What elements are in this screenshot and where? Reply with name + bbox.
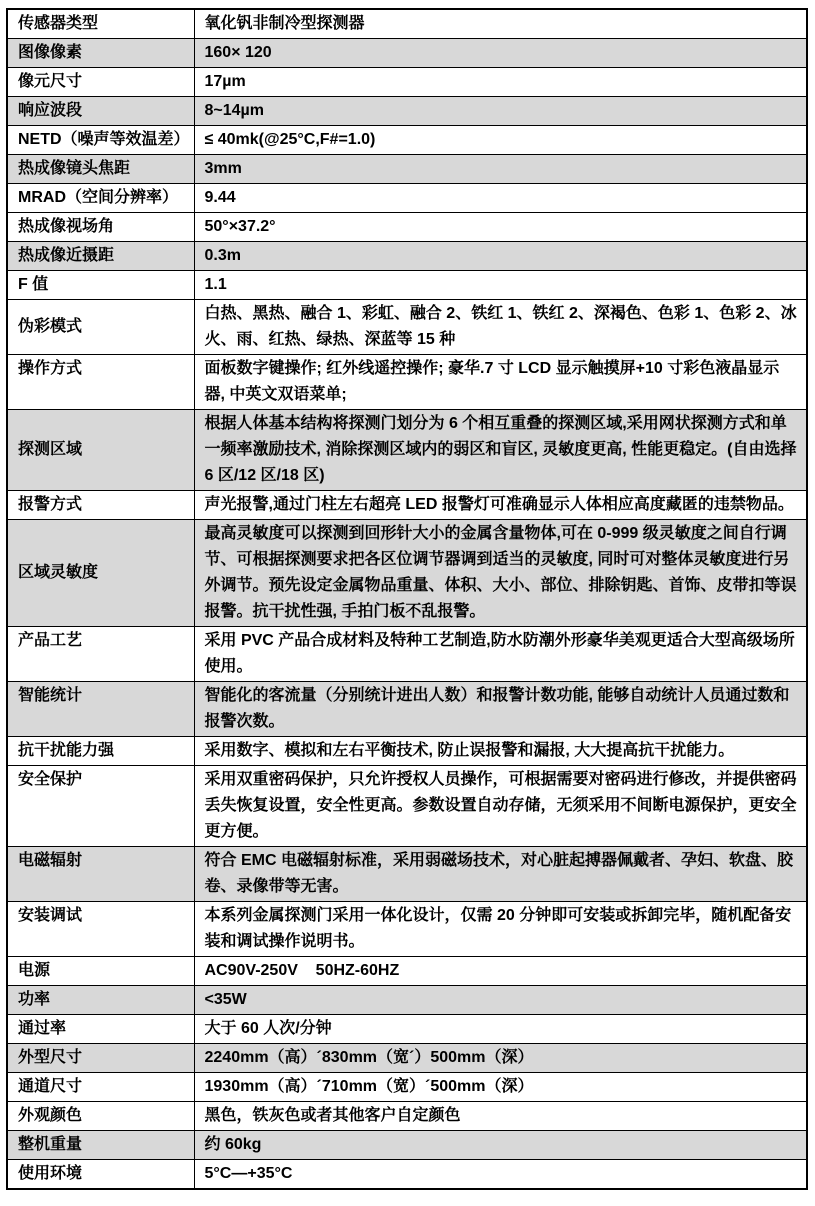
spec-value: 3mm (194, 155, 807, 184)
spec-value: 8~14µm (194, 97, 807, 126)
spec-label: 通道尺寸 (7, 1073, 194, 1102)
spec-label: 伪彩模式 (7, 300, 194, 355)
spec-label: 功率 (7, 986, 194, 1015)
table-row (7, 1102, 807, 1131)
table-row (7, 1160, 807, 1190)
spec-value: 约 60kg (194, 1131, 807, 1160)
table-row (7, 491, 807, 520)
table-row (7, 520, 807, 627)
spec-value: 采用 PVC 产品合成材料及特种工艺制造,防水防潮外形豪华美观更适合大型高级场所使用。 (194, 627, 807, 682)
spec-value: 0.3m (194, 242, 807, 271)
spec-label: 图像像素 (7, 39, 194, 68)
spec-label: 使用环境 (7, 1160, 194, 1190)
spec-value: 白热、黑热、融合 1、彩虹、融合 2、铁红 1、铁红 2、深褐色、色彩 1、色彩 2、冰火、雨、红热、绿热、深蓝等 15 种 (194, 300, 807, 355)
spec-label: 报警方式 (7, 491, 194, 520)
table-row (7, 155, 807, 184)
spec-label: 外观颜色 (7, 1102, 194, 1131)
table-row (7, 97, 807, 126)
spec-label: 热成像镜头焦距 (7, 155, 194, 184)
table-row (7, 627, 807, 682)
table-row (7, 957, 807, 986)
spec-value: AC90V-250V 50HZ-60HZ (194, 957, 807, 986)
spec-value: 5°C—+35°C (194, 1160, 807, 1190)
spec-label: 整机重量 (7, 1131, 194, 1160)
table-row (7, 902, 807, 957)
spec-value: 根据人体基本结构将探测门划分为 6 个相互重叠的探测区域,采用网状探测方式和单一频率激励技术, 消除探测区域内的弱区和盲区, 灵敏度更高, 性能更稳定。(自由选择 6 区/12 区/18 区) (194, 410, 807, 491)
spec-value: 1.1 (194, 271, 807, 300)
spec-label: 安装调试 (7, 902, 194, 957)
spec-label: 电源 (7, 957, 194, 986)
spec-value: 160× 120 (194, 39, 807, 68)
table-row (7, 68, 807, 97)
spec-label: 外型尺寸 (7, 1044, 194, 1073)
table-row (7, 271, 807, 300)
spec-value: 面板数字键操作; 红外线遥控操作; 豪华.7 寸 LCD 显示触摸屏+10 寸彩色液晶显示器, 中英文双语菜单; (194, 355, 807, 410)
spec-value: 黑色，铁灰色或者其他客户自定颜色 (194, 1102, 807, 1131)
table-row (7, 355, 807, 410)
table-row (7, 39, 807, 68)
table-row (7, 737, 807, 766)
table-row (7, 1044, 807, 1073)
spec-label: 热成像视场角 (7, 213, 194, 242)
table-row (7, 682, 807, 737)
spec-value: ≤ 40mk(@25°C,F#=1.0) (194, 126, 807, 155)
table-row (7, 410, 807, 491)
spec-value: <35W (194, 986, 807, 1015)
table-row (7, 242, 807, 271)
spec-label: F 值 (7, 271, 194, 300)
table-row (7, 126, 807, 155)
table-row (7, 766, 807, 847)
spec-value: 本系列金属探测门采用一体化设计，仅需 20 分钟即可安装或拆卸完毕，随机配备安装和调试操作说明书。 (194, 902, 807, 957)
spec-label: 像元尺寸 (7, 68, 194, 97)
spec-value: 9.44 (194, 184, 807, 213)
spec-value: 智能化的客流量（分别统计进出人数）和报警计数功能, 能够自动统计人员通过数和报警次数。 (194, 682, 807, 737)
spec-label: 智能统计 (7, 682, 194, 737)
spec-label: 区域灵敏度 (7, 520, 194, 627)
spec-label: 传感器类型 (7, 9, 194, 39)
table-row (7, 213, 807, 242)
spec-label: 响应波段 (7, 97, 194, 126)
table-row (7, 986, 807, 1015)
spec-value: 最高灵敏度可以探测到回形针大小的金属含量物体,可在 0-999 级灵敏度之间自行调节、可根据探测要求把各区位调节器调到适当的灵敏度, 同时可对整体灵敏度进行另外调节。预先设定金属物品重量、体积、大小、部位、排除钥匙、首饰、皮带扣等误报警。抗干扰性强, 手拍门板不乱报警。 (194, 520, 807, 627)
spec-label: 操作方式 (7, 355, 194, 410)
spec-value: 采用数字、模拟和左右平衡技术, 防止误报警和漏报, 大大提高抗干扰能力。 (194, 737, 807, 766)
spec-label: 通过率 (7, 1015, 194, 1044)
table-row (7, 1015, 807, 1044)
spec-value: 17µm (194, 68, 807, 97)
spec-value: 50°×37.2° (194, 213, 807, 242)
spec-table (6, 8, 808, 1190)
spec-value: 符合 EMC 电磁辐射标准，采用弱磁场技术，对心脏起搏器佩戴者、孕妇、软盘、胶卷、录像带等无害。 (194, 847, 807, 902)
spec-label: 产品工艺 (7, 627, 194, 682)
spec-table-body (7, 9, 807, 1189)
spec-label: 抗干扰能力强 (7, 737, 194, 766)
table-row (7, 184, 807, 213)
table-row (7, 300, 807, 355)
spec-label: NETD（噪声等效温差） (7, 126, 194, 155)
spec-value: 采用双重密码保护，只允许授权人员操作，可根据需要对密码进行修改，并提供密码丢失恢复设置，安全性更高。参数设置自动存储，无须采用不间断电源保护，更安全更方便。 (194, 766, 807, 847)
table-row (7, 9, 807, 39)
spec-label: 热成像近摄距 (7, 242, 194, 271)
spec-value: 1930mm（高）´710mm（宽）´500mm（深） (194, 1073, 807, 1102)
table-row (7, 1073, 807, 1102)
spec-value: 声光报警,通过门柱左右超亮 LED 报警灯可准确显示人体相应高度藏匿的违禁物品。 (194, 491, 807, 520)
spec-label: 探测区域 (7, 410, 194, 491)
spec-label: 安全保护 (7, 766, 194, 847)
spec-value: 氧化钒非制冷型探测器 (194, 9, 807, 39)
spec-label: MRAD（空间分辨率） (7, 184, 194, 213)
spec-value: 2240mm（高）´830mm（宽´）500mm（深） (194, 1044, 807, 1073)
table-row (7, 1131, 807, 1160)
spec-value: 大于 60 人次/分钟 (194, 1015, 807, 1044)
spec-label: 电磁辐射 (7, 847, 194, 902)
table-row (7, 847, 807, 902)
